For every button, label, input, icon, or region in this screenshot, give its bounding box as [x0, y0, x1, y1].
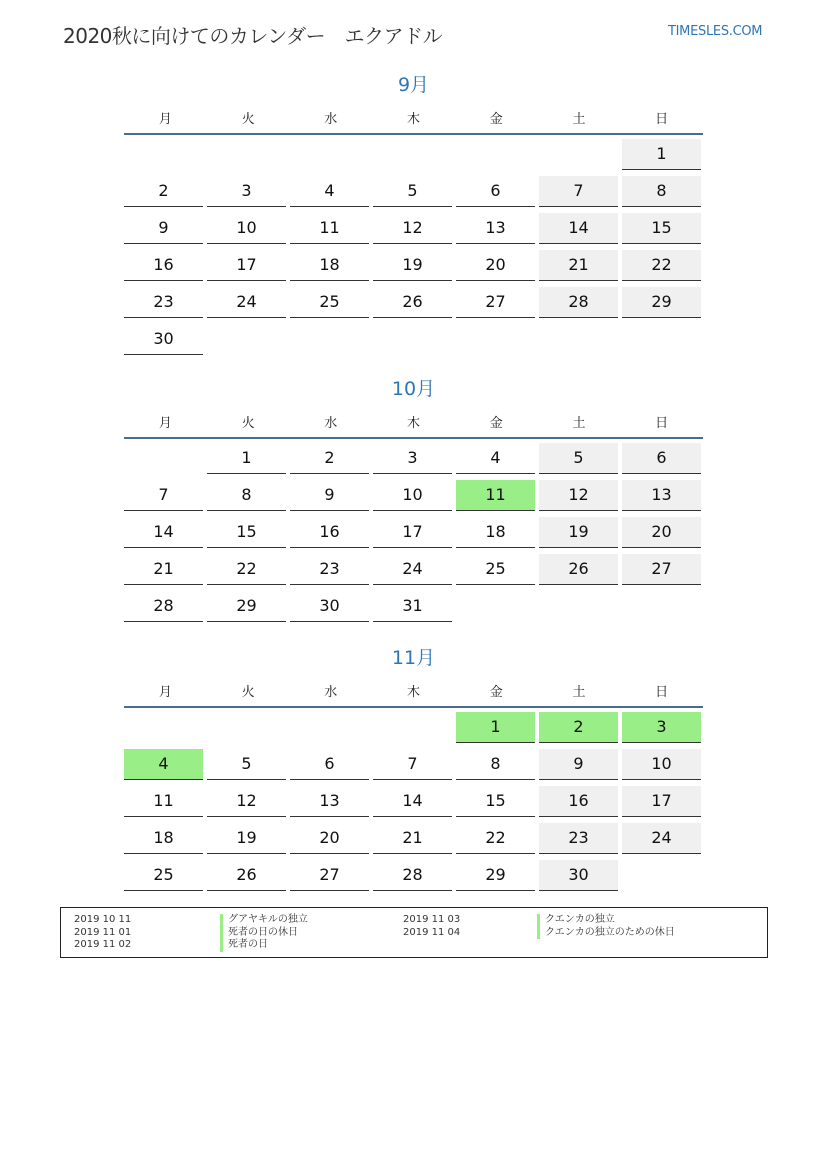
day-cell[interactable]: 12 — [539, 480, 618, 511]
day-cell[interactable]: 9 — [124, 213, 203, 244]
day-cell[interactable]: 8 — [622, 176, 701, 207]
weekday-label: 水 — [324, 416, 338, 431]
day-cell[interactable]: 12 — [373, 213, 452, 244]
day-cell[interactable]: 24 — [373, 554, 452, 585]
day-cell[interactable]: 24 — [622, 823, 701, 854]
legend-entry: 2019 11 03 — [403, 914, 461, 925]
day-cell[interactable]: 17 — [373, 517, 452, 548]
empty-cell — [207, 139, 286, 169]
empty-cell — [622, 324, 701, 354]
day-grid — [124, 443, 703, 628]
weekday-label: 木 — [407, 685, 421, 700]
day-cell[interactable]: 11 — [290, 213, 369, 244]
day-cell[interactable]: 2 — [290, 443, 369, 474]
day-cell[interactable]: 5 — [373, 176, 452, 207]
header-rule — [124, 437, 703, 439]
day-cell[interactable]: 16 — [124, 250, 203, 281]
empty-cell — [373, 712, 452, 742]
site-link[interactable]: TIMESLES.COM — [668, 24, 763, 39]
empty-cell — [373, 139, 452, 169]
day-cell[interactable]: 14 — [373, 786, 452, 817]
empty-cell — [207, 324, 286, 354]
legend-entry: 2019 11 01 — [74, 926, 132, 938]
day-cell[interactable]: 13 — [290, 786, 369, 817]
empty-cell — [124, 712, 203, 742]
day-cell[interactable]: 21 — [373, 823, 452, 854]
day-cell[interactable]: 13 — [456, 213, 535, 244]
legend-entry: 死者の日の休日 — [220, 927, 308, 940]
holiday-legend — [60, 907, 768, 958]
month-september — [124, 70, 703, 361]
day-cell[interactable]: 3 — [622, 712, 701, 743]
day-cell[interactable]: 6 — [622, 443, 701, 474]
weekday-label: 月 — [158, 416, 172, 431]
day-cell[interactable]: 7 — [539, 176, 618, 207]
legend-dates-col2 — [403, 914, 460, 939]
weekday-label: 日 — [655, 416, 669, 431]
day-cell[interactable]: 14 — [124, 517, 203, 548]
day-cell[interactable]: 8 — [456, 749, 535, 780]
day-cell[interactable]: 14 — [539, 213, 618, 244]
weekday-label: 金 — [489, 416, 503, 431]
day-cell[interactable]: 18 — [456, 517, 535, 548]
weekday-label: 木 — [407, 112, 421, 127]
day-cell[interactable]: 3 — [373, 443, 452, 474]
day-cell[interactable]: 30 — [124, 324, 203, 355]
day-cell[interactable]: 29 — [456, 860, 535, 891]
empty-cell — [456, 324, 535, 354]
day-cell[interactable]: 29 — [622, 287, 701, 318]
day-cell[interactable]: 1 — [622, 139, 701, 170]
day-cell[interactable]: 15 — [456, 786, 535, 817]
day-cell[interactable]: 19 — [207, 823, 286, 854]
day-cell[interactable]: 16 — [539, 786, 618, 817]
day-cell[interactable]: 1 — [207, 443, 286, 474]
day-cell[interactable]: 4 — [124, 749, 203, 780]
empty-cell — [456, 591, 535, 621]
empty-cell — [290, 139, 369, 169]
day-cell[interactable]: 20 — [290, 823, 369, 854]
day-cell[interactable]: 28 — [124, 591, 203, 622]
day-cell[interactable]: 7 — [373, 749, 452, 780]
day-cell[interactable]: 30 — [539, 860, 618, 891]
day-cell[interactable]: 2 — [124, 176, 203, 207]
empty-cell — [373, 324, 452, 354]
empty-cell — [539, 591, 618, 621]
day-cell[interactable]: 22 — [456, 823, 535, 854]
empty-cell — [456, 139, 535, 169]
weekday-label: 火 — [241, 685, 255, 700]
weekday-header — [124, 108, 703, 132]
day-cell[interactable]: 4 — [290, 176, 369, 207]
empty-cell — [539, 139, 618, 169]
day-cell[interactable]: 4 — [456, 443, 535, 474]
legend-names-col2 — [537, 914, 675, 939]
day-cell[interactable]: 26 — [207, 860, 286, 891]
month-october — [124, 374, 703, 628]
day-cell[interactable]: 20 — [456, 250, 535, 281]
day-cell[interactable]: 11 — [456, 480, 535, 511]
day-cell[interactable]: 7 — [124, 480, 203, 511]
legend-entry: 死者の日 — [220, 939, 308, 952]
month-title: 10月 — [391, 378, 436, 400]
day-cell[interactable]: 12 — [207, 786, 286, 817]
empty-cell — [539, 324, 618, 354]
weekday-label: 月 — [158, 112, 172, 127]
weekday-header — [124, 681, 703, 705]
weekday-label: 火 — [241, 416, 255, 431]
day-cell[interactable]: 18 — [124, 823, 203, 854]
day-cell[interactable]: 30 — [290, 591, 369, 622]
weekday-label: 土 — [572, 416, 586, 431]
day-cell[interactable]: 8 — [207, 480, 286, 511]
day-cell[interactable]: 17 — [622, 786, 701, 817]
empty-cell — [622, 860, 701, 890]
month-title: 9月 — [397, 74, 430, 96]
day-cell[interactable]: 11 — [124, 786, 203, 817]
empty-cell — [290, 712, 369, 742]
day-cell[interactable]: 2 — [539, 712, 618, 743]
month-november — [124, 643, 703, 897]
day-cell[interactable]: 25 — [456, 554, 535, 585]
legend-entry: クエンカの独立 — [537, 914, 675, 927]
day-cell[interactable]: 10 — [622, 749, 701, 780]
legend-entry: クエンカの独立のための休日 — [537, 927, 675, 940]
day-cell[interactable]: 23 — [290, 554, 369, 585]
day-cell[interactable]: 17 — [207, 250, 286, 281]
legend-entry: 2019 11 04 — [403, 926, 461, 938]
day-cell[interactable]: 16 — [290, 517, 369, 548]
day-cell[interactable]: 10 — [207, 213, 286, 244]
day-cell[interactable]: 18 — [290, 250, 369, 281]
day-grid — [124, 712, 703, 897]
weekday-label: 金 — [489, 112, 503, 127]
empty-cell — [124, 443, 203, 473]
day-cell[interactable]: 1 — [456, 712, 535, 743]
day-cell[interactable]: 21 — [539, 250, 618, 281]
day-cell[interactable]: 26 — [539, 554, 618, 585]
day-cell[interactable]: 28 — [539, 287, 618, 318]
header-rule — [124, 706, 703, 708]
weekday-label: 月 — [158, 685, 172, 700]
day-cell[interactable]: 19 — [539, 517, 618, 548]
empty-cell — [622, 591, 701, 621]
day-cell[interactable]: 6 — [456, 176, 535, 207]
day-cell[interactable]: 21 — [124, 554, 203, 585]
day-cell[interactable]: 24 — [207, 287, 286, 318]
page-title: 2020秋に向けてのカレンダー エクアドル — [63, 24, 443, 48]
empty-cell — [207, 712, 286, 742]
day-cell[interactable]: 20 — [622, 517, 701, 548]
legend-entry: 2019 10 11 — [74, 914, 132, 925]
day-cell[interactable]: 31 — [373, 591, 452, 622]
day-cell[interactable]: 26 — [373, 287, 452, 318]
weekday-label: 水 — [324, 685, 338, 700]
legend-dates-col1 — [74, 914, 131, 952]
day-cell[interactable]: 28 — [373, 860, 452, 891]
day-cell[interactable]: 13 — [622, 480, 701, 511]
legend-entry: 2019 11 02 — [74, 939, 132, 950]
day-cell[interactable]: 27 — [456, 287, 535, 318]
day-cell[interactable]: 5 — [539, 443, 618, 474]
day-cell[interactable]: 6 — [290, 749, 369, 780]
day-cell[interactable]: 3 — [207, 176, 286, 207]
weekday-label: 土 — [572, 112, 586, 127]
weekday-label: 土 — [572, 685, 586, 700]
weekday-label: 水 — [324, 112, 338, 127]
weekday-label: 日 — [655, 685, 669, 700]
day-cell[interactable]: 9 — [539, 749, 618, 780]
day-cell[interactable]: 29 — [207, 591, 286, 622]
day-grid — [124, 139, 703, 361]
day-cell[interactable]: 19 — [373, 250, 452, 281]
day-cell[interactable]: 27 — [290, 860, 369, 891]
weekday-header — [124, 412, 703, 436]
day-cell[interactable]: 23 — [539, 823, 618, 854]
empty-cell — [124, 139, 203, 169]
day-cell[interactable]: 10 — [373, 480, 452, 511]
month-title: 11月 — [391, 647, 436, 669]
day-cell[interactable]: 25 — [290, 287, 369, 318]
legend-entry: グアヤキルの独立 — [220, 914, 308, 927]
day-cell[interactable]: 23 — [124, 287, 203, 318]
day-cell[interactable]: 25 — [124, 860, 203, 891]
weekday-label: 日 — [655, 112, 669, 127]
header-rule — [124, 133, 703, 135]
day-cell[interactable]: 15 — [207, 517, 286, 548]
day-cell[interactable]: 22 — [207, 554, 286, 585]
day-cell[interactable]: 9 — [290, 480, 369, 511]
weekday-label: 金 — [489, 685, 503, 700]
day-cell[interactable]: 5 — [207, 749, 286, 780]
day-cell[interactable]: 15 — [622, 213, 701, 244]
day-cell[interactable]: 22 — [622, 250, 701, 281]
empty-cell — [290, 324, 369, 354]
weekday-label: 火 — [241, 112, 255, 127]
legend-names-col1 — [220, 914, 308, 952]
weekday-label: 木 — [407, 416, 421, 431]
day-cell[interactable]: 27 — [622, 554, 701, 585]
